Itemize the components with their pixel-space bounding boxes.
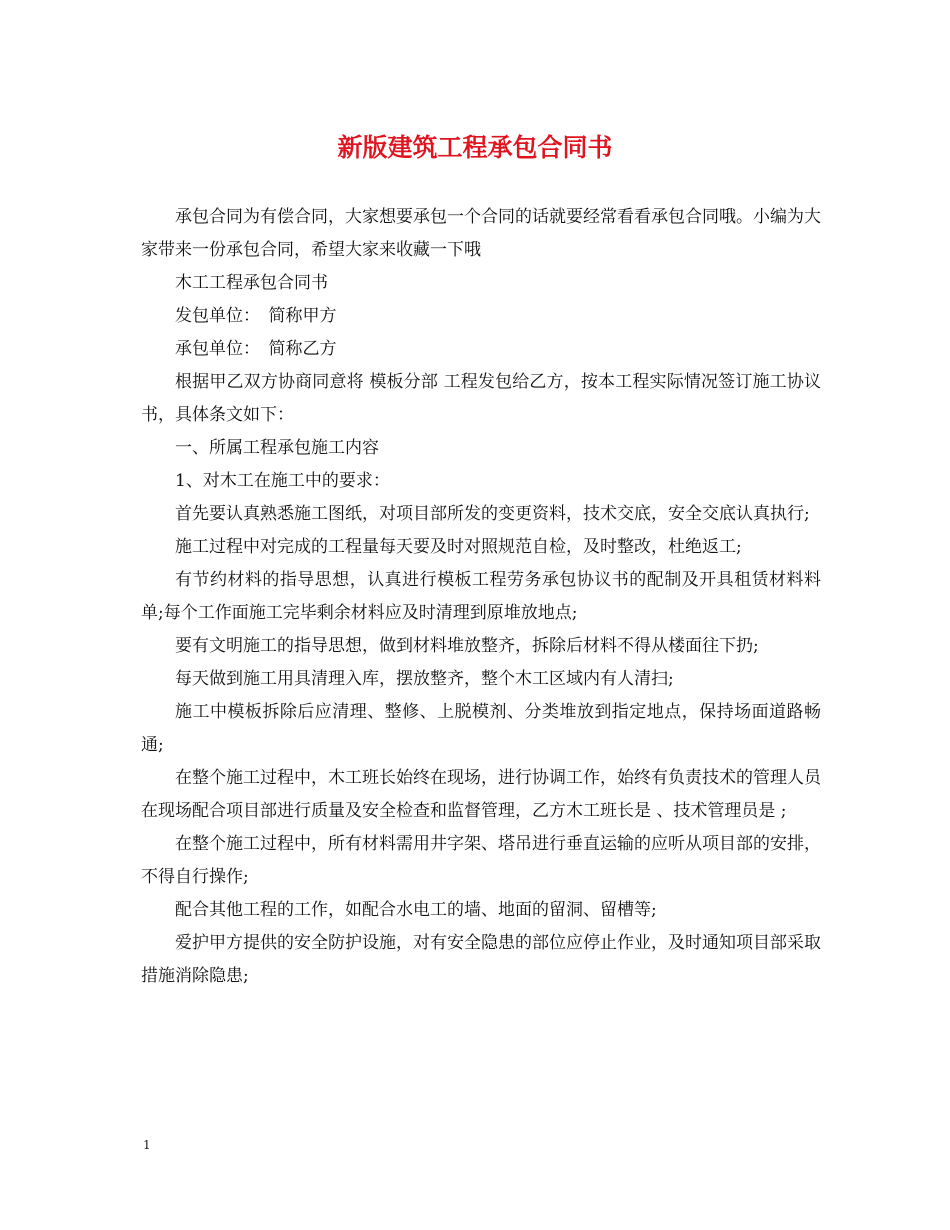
clause-paragraph: 配合其他工程的工作，如配合水电工的墙、地面的留洞、留槽等; (175, 900, 657, 920)
clause-paragraph: 爱护甲方提供的安全防护设施，对有安全隐患的部位应停止作业，及时通知项目部采取措施消除隐患; (141, 933, 821, 986)
clause-paragraph: 有节约材料的指导思想，认真进行模板工程劳务承包协议书的配制及开具租赁材料料单;每个工作面施工完毕剩余材料应及时清理到原堆放地点; (141, 570, 821, 623)
document-body (141, 201, 821, 993)
clause-paragraph: 在整个施工过程中，木工班长始终在现场，进行协调工作，始终有负责技术的管理人员在现场配合项目部进行质量及安全检查和监督管理，乙方木工班长是 、技术管理员是 ; (141, 768, 821, 821)
document-title: 新版建筑工程承包合同书 (337, 133, 613, 162)
contractor-line: 承包单位： 简称乙方 (175, 339, 337, 359)
page-number: 1 (143, 1138, 151, 1152)
clause-paragraph: 每天做到施工用具清理入库，摆放整齐，整个木工区域内有人清扫; (175, 669, 674, 689)
clause-paragraph: 要有文明施工的指导思想，做到材料堆放整齐，拆除后材料不得从楼面往下扔; (175, 636, 759, 656)
agreement-intro: 根据甲乙双方协商同意将 模板分部 工程发包给乙方，按本工程实际情况签订施工协议书，具体条文如下： (141, 372, 821, 425)
clause-paragraph: 施工过程中对完成的工程量每天要及时对照规范自检，及时整改，杜绝返工; (175, 537, 742, 557)
clause-paragraph: 首先要认真熟悉施工图纸，对项目部所发的变更资料，技术交底，安全交底认真执行; (175, 504, 810, 524)
clause-paragraph: 施工中模板拆除后应清理、整修、上脱模剂、分类堆放到指定地点，保持场面道路畅通; (141, 702, 821, 755)
employer-line: 发包单位： 简称甲方 (175, 306, 337, 326)
intro-paragraph: 承包合同为有偿合同，大家想要承包一个合同的话就要经常看看承包合同哦。小编为大家带来一份承包合同，希望大家来收藏一下哦 (141, 207, 821, 260)
section-heading: 一、所属工程承包施工内容 (175, 438, 379, 458)
subsection-heading: 1、对木工在施工中的要求： (175, 471, 390, 491)
contract-name: 木工工程承包合同书 (175, 273, 328, 293)
clause-paragraph: 在整个施工过程中，所有材料需用井字架、塔吊进行垂直运输的应听从项目部的安排，不得自行操作; (141, 834, 821, 887)
